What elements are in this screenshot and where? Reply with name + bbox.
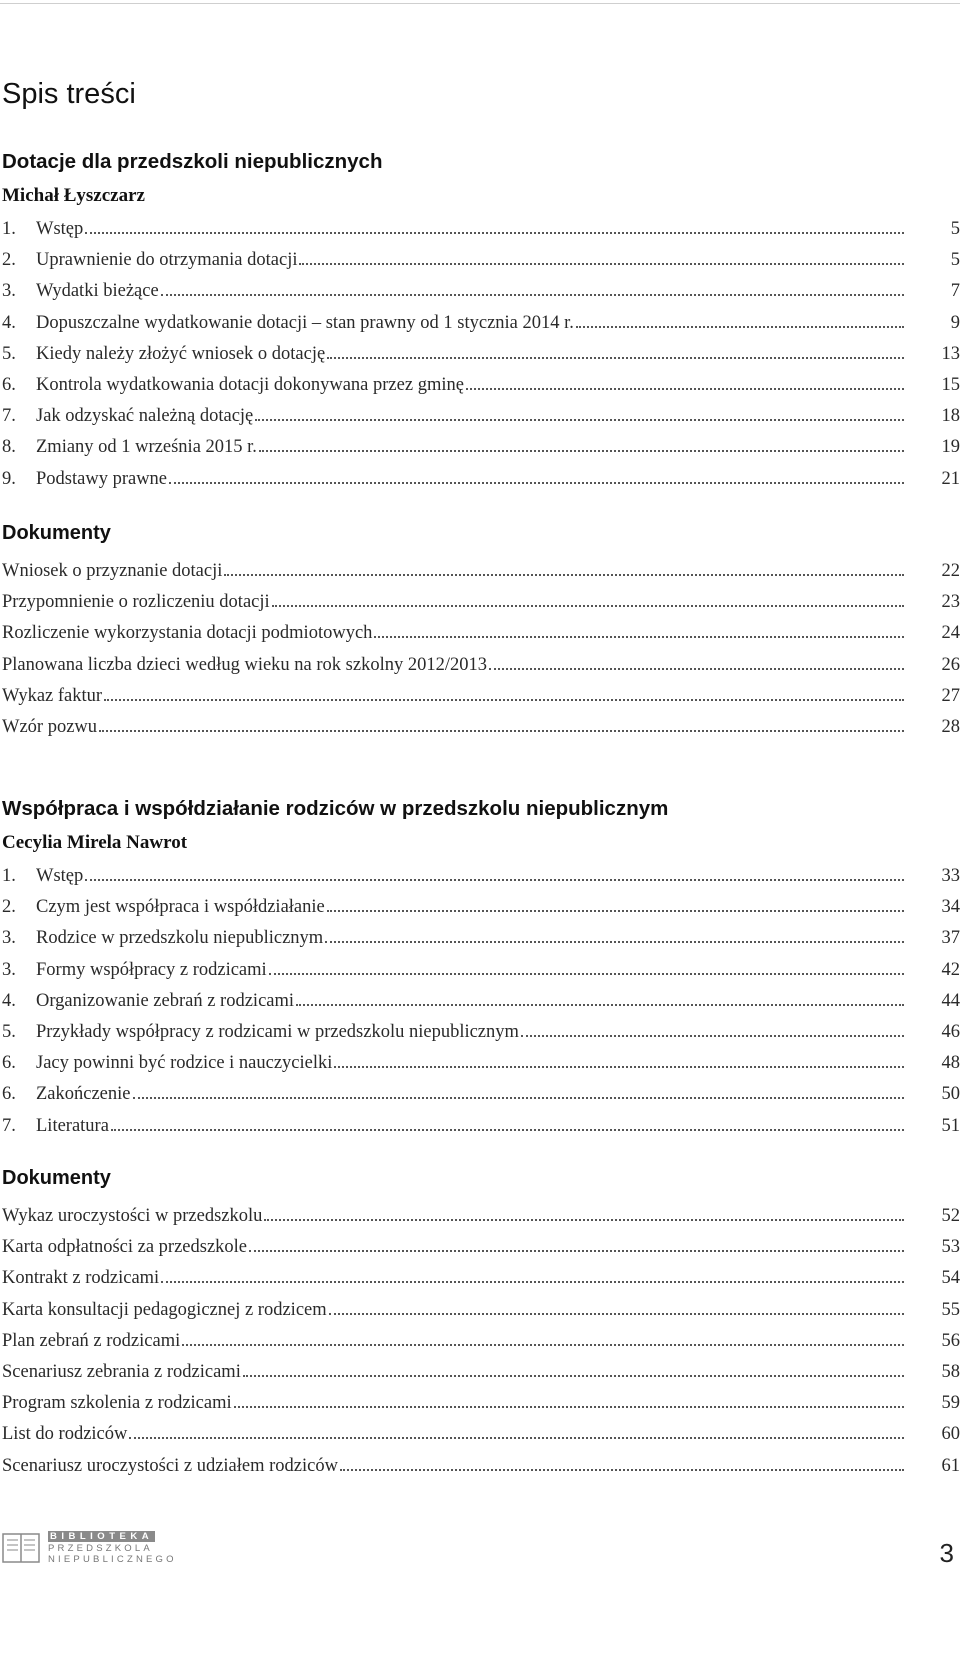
dot-leader bbox=[249, 1249, 904, 1252]
toc-entry-title: Przypomnienie o rozliczeniu dotacji bbox=[2, 592, 270, 613]
logo-line-niepublicznego: NIEPUBLICZNEGO bbox=[48, 1554, 177, 1565]
dot-leader bbox=[576, 325, 904, 328]
dot-leader bbox=[224, 573, 904, 576]
toc-entry-title: Karta odpłatności za przedszkole bbox=[2, 1237, 248, 1258]
toc-entry-title: Scenariusz uroczystości z udziałem rodziców bbox=[2, 1455, 338, 1476]
dot-leader bbox=[296, 1003, 904, 1006]
part2-title: Współpraca i współdziałanie rodziców w przedszkolu niepublicznym bbox=[2, 797, 669, 820]
toc-entry-page: 56 bbox=[941, 1330, 960, 1351]
toc-entry-title: Kontrakt z rodzicami bbox=[2, 1268, 160, 1289]
toc-entry-title: Planowana liczba dzieci według wieku na rok szkolny 2012/2013 bbox=[2, 654, 487, 675]
toc-entry bbox=[2, 618, 960, 649]
toc-entry bbox=[2, 955, 960, 986]
toc-entry-page: 33 bbox=[941, 866, 960, 886]
part1-author: Michał Łyszczarz bbox=[2, 185, 145, 206]
toc-entry bbox=[2, 923, 960, 954]
toc-entry-page: 60 bbox=[941, 1424, 960, 1445]
dot-leader bbox=[327, 356, 904, 359]
toc-entry-title: Rozliczenie wykorzystania dotacji podmiotowych bbox=[2, 623, 373, 644]
toc-entry-number: 3. bbox=[2, 281, 16, 302]
part1-entries bbox=[2, 214, 960, 495]
toc-entry-title: Wzór pozwu bbox=[2, 716, 98, 737]
dot-leader bbox=[521, 1034, 904, 1037]
toc-entry-title: Formy współpracy z rodzicami bbox=[36, 959, 267, 980]
toc-entry-page: 26 bbox=[941, 654, 960, 675]
toc-entry bbox=[2, 1079, 960, 1110]
toc-entry bbox=[2, 712, 960, 743]
dot-leader bbox=[133, 1096, 905, 1099]
dot-leader bbox=[255, 418, 904, 421]
toc-entry-page: 34 bbox=[941, 897, 960, 918]
toc-entry-page: 19 bbox=[941, 437, 960, 458]
toc-entry bbox=[2, 308, 960, 339]
toc-entry-number: 3. bbox=[2, 928, 16, 949]
toc-entry-title: Wstęp bbox=[36, 866, 84, 886]
toc-entry-page: 5 bbox=[950, 219, 960, 239]
toc-entry bbox=[2, 1263, 960, 1294]
toc-entry-page: 22 bbox=[941, 561, 960, 581]
dot-leader bbox=[99, 729, 904, 732]
toc-entry bbox=[2, 1232, 960, 1263]
toc-entry bbox=[2, 650, 960, 681]
toc-entry bbox=[2, 986, 960, 1017]
toc-entry-page: 55 bbox=[941, 1299, 960, 1320]
dot-leader bbox=[340, 1468, 904, 1471]
book-icon bbox=[2, 1532, 40, 1564]
toc-entry bbox=[2, 401, 960, 432]
toc-entry bbox=[2, 556, 960, 587]
toc-entry-title: Wykaz uroczystości w przedszkolu bbox=[2, 1206, 263, 1226]
toc-entry-page: 58 bbox=[941, 1361, 960, 1382]
toc-entry-page: 21 bbox=[941, 468, 960, 489]
top-rule bbox=[0, 3, 960, 4]
toc-entry bbox=[2, 464, 960, 495]
toc-entry-page: 7 bbox=[950, 281, 960, 302]
toc-entry-title: Jacy powinni być rodzice i nauczycielki bbox=[36, 1053, 333, 1074]
toc-entry-title: Wniosek o przyznanie dotacji bbox=[2, 561, 223, 581]
toc-entry bbox=[2, 432, 960, 463]
dot-leader bbox=[325, 940, 904, 943]
toc-entry-title: Program szkolenia z rodzicami bbox=[2, 1393, 232, 1414]
toc-entry-title: Podstawy prawne bbox=[36, 468, 168, 489]
toc-entry-number: 6. bbox=[2, 374, 16, 395]
toc-entry-number: 1. bbox=[2, 866, 16, 886]
toc-entry-page: 28 bbox=[941, 716, 960, 737]
toc-entry bbox=[2, 1419, 960, 1450]
toc-title: Spis treści bbox=[2, 78, 136, 110]
toc-entry-number: 7. bbox=[2, 1115, 16, 1136]
logo-line-przedszkola: PRZEDSZKOLA bbox=[48, 1543, 153, 1554]
toc-entry-number: 8. bbox=[2, 437, 16, 458]
toc-entry-title: Wydatki bieżące bbox=[36, 281, 159, 302]
toc-entry-title: Literatura bbox=[36, 1115, 109, 1136]
dot-leader bbox=[259, 449, 904, 452]
toc-entry bbox=[2, 370, 960, 401]
toc-entry-page: 61 bbox=[941, 1455, 960, 1476]
toc-entry-number: 9. bbox=[2, 468, 16, 489]
dot-leader bbox=[489, 667, 904, 670]
dot-leader bbox=[264, 1218, 904, 1221]
part1-docs-title: Dokumenty bbox=[2, 522, 111, 544]
toc-entry-page: 52 bbox=[941, 1206, 960, 1226]
toc-entry bbox=[2, 214, 960, 245]
toc-entry-page: 42 bbox=[941, 959, 960, 980]
toc-entry-page: 50 bbox=[941, 1084, 960, 1105]
toc-entry-number: 2. bbox=[2, 897, 16, 918]
toc-entry-title: Jak odzyskać należną dotację bbox=[36, 406, 254, 427]
toc-entry-page: 18 bbox=[941, 406, 960, 427]
page-number: 3 bbox=[939, 1538, 954, 1568]
toc-entry bbox=[2, 1017, 960, 1048]
toc-entry bbox=[2, 1451, 960, 1482]
toc-entry bbox=[2, 861, 960, 892]
toc-entry-title: Karta konsultacji pedagogicznej z rodzicem bbox=[2, 1299, 327, 1320]
dot-leader bbox=[243, 1374, 904, 1377]
dot-leader bbox=[129, 1436, 904, 1439]
dot-leader bbox=[374, 635, 904, 638]
toc-entry-page: 44 bbox=[941, 990, 960, 1011]
toc-entry bbox=[2, 276, 960, 307]
dot-leader bbox=[272, 604, 904, 607]
toc-entry bbox=[2, 339, 960, 370]
part2-author: Cecylia Mirela Nawrot bbox=[2, 832, 188, 853]
toc-entry-page: 54 bbox=[941, 1268, 960, 1289]
toc-entry bbox=[2, 587, 960, 618]
toc-entry-number: 1. bbox=[2, 219, 16, 239]
toc-entry bbox=[2, 681, 960, 712]
toc-entry-title: Plan zebrań z rodzicami bbox=[2, 1330, 181, 1351]
toc-entry-number: 6. bbox=[2, 1084, 16, 1105]
toc-entry-number: 4. bbox=[2, 312, 16, 333]
toc-entry-title: Czym jest współpraca i współdziałanie bbox=[36, 897, 325, 918]
dot-leader bbox=[327, 909, 904, 912]
toc-entry bbox=[2, 1201, 960, 1232]
part2-entries bbox=[2, 861, 960, 1142]
toc-entry bbox=[2, 1357, 960, 1388]
dot-leader bbox=[269, 972, 904, 975]
toc-entry-number: 2. bbox=[2, 250, 16, 271]
dot-leader bbox=[169, 481, 904, 484]
toc-entry-title: List do rodziców bbox=[2, 1424, 128, 1445]
toc-entry-page: 27 bbox=[941, 685, 960, 706]
part1-docs bbox=[2, 556, 960, 743]
dot-leader bbox=[161, 293, 904, 296]
dot-leader bbox=[329, 1312, 904, 1315]
toc-entry-title: Wykaz faktur bbox=[2, 685, 103, 706]
toc-entry-page: 53 bbox=[941, 1237, 960, 1258]
toc-entry-title: Rodzice w przedszkolu niepublicznym bbox=[36, 928, 324, 949]
toc-entry-number: 7. bbox=[2, 406, 16, 427]
toc-entry-number: 6. bbox=[2, 1053, 16, 1074]
toc-entry-number: 5. bbox=[2, 1021, 16, 1042]
dot-leader bbox=[466, 387, 904, 390]
toc-entry bbox=[2, 1295, 960, 1326]
toc-entry-title: Wstęp bbox=[36, 219, 84, 239]
toc-entry bbox=[2, 892, 960, 923]
dot-leader bbox=[161, 1280, 904, 1283]
toc-entry-page: 9 bbox=[950, 312, 960, 333]
toc-entry-number: 5. bbox=[2, 343, 16, 364]
toc-entry-title: Kiedy należy złożyć wniosek o dotację bbox=[36, 343, 326, 364]
dot-leader bbox=[111, 1128, 904, 1131]
toc-entry bbox=[2, 1326, 960, 1357]
dot-leader bbox=[299, 262, 904, 265]
dot-leader bbox=[104, 698, 904, 701]
toc-entry-title: Uprawnienie do otrzymania dotacji bbox=[36, 250, 298, 271]
dot-leader bbox=[85, 878, 904, 881]
toc-entry bbox=[2, 1111, 960, 1142]
toc-entry-title: Organizowanie zebrań z rodzicami bbox=[36, 990, 295, 1011]
toc-entry-page: 24 bbox=[941, 623, 960, 644]
toc-entry-page: 23 bbox=[941, 592, 960, 613]
toc-entry-number: 3. bbox=[2, 959, 16, 980]
toc-entry-title: Zmiany od 1 września 2015 r. bbox=[36, 437, 257, 458]
toc-entry-page: 46 bbox=[941, 1021, 960, 1042]
part1-title: Dotacje dla przedszkoli niepublicznych bbox=[2, 150, 383, 173]
toc-entry-page: 59 bbox=[941, 1393, 960, 1414]
toc-entry bbox=[2, 1388, 960, 1419]
toc-entry-title: Zakończenie bbox=[36, 1084, 131, 1105]
toc-entry-title: Dopuszczalne wydatkowanie dotacji – stan prawny od 1 stycznia 2014 r. bbox=[36, 312, 574, 333]
toc-entry-page: 5 bbox=[950, 250, 960, 271]
part2-docs-title: Dokumenty bbox=[2, 1167, 111, 1189]
logo-line-biblioteka: BIBLIOTEKA bbox=[50, 1531, 154, 1542]
dot-leader bbox=[334, 1065, 904, 1068]
toc-entry bbox=[2, 245, 960, 276]
toc-entry-page: 48 bbox=[941, 1053, 960, 1074]
toc-entry-title: Kontrola wydatkowania dotacji dokonywana przez gminę bbox=[36, 374, 464, 395]
toc-entry-page: 15 bbox=[941, 374, 960, 395]
dot-leader bbox=[85, 231, 904, 234]
part2-docs bbox=[2, 1201, 960, 1482]
toc-entry-page: 51 bbox=[941, 1115, 960, 1136]
toc-entry-page: 13 bbox=[941, 343, 960, 364]
library-logo bbox=[2, 1530, 177, 1566]
dot-leader bbox=[182, 1343, 904, 1346]
toc-entry-page: 37 bbox=[941, 928, 960, 949]
dot-leader bbox=[234, 1405, 904, 1408]
toc-entry-number: 4. bbox=[2, 990, 16, 1011]
toc-entry-title: Scenariusz zebrania z rodzicami bbox=[2, 1361, 241, 1382]
toc-entry bbox=[2, 1048, 960, 1079]
toc-entry-title: Przykłady współpracy z rodzicami w przedszkolu niepublicznym bbox=[36, 1021, 519, 1042]
